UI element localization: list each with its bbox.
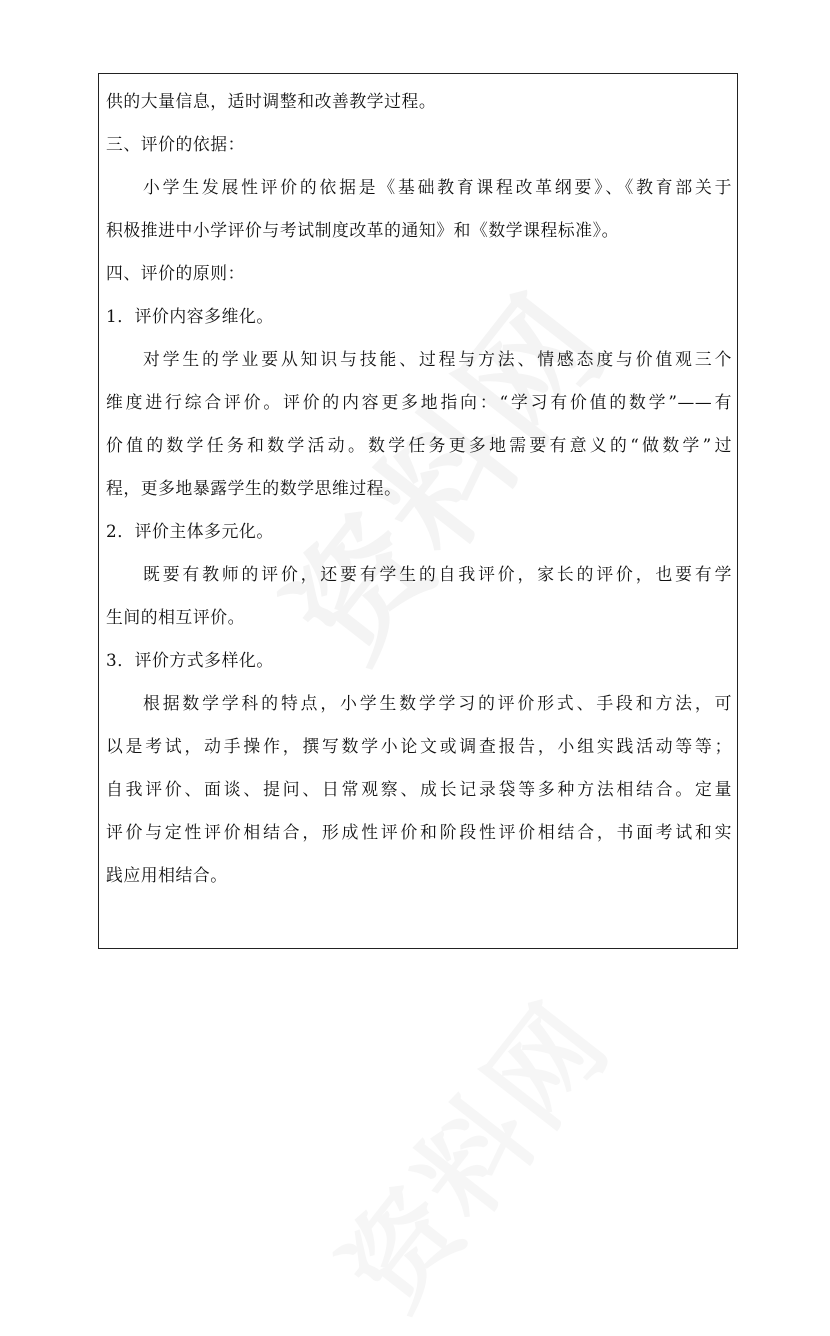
paragraph-line: 根据数学学科的特点，小学生数学学习的评价形式、手段和方法，可 [143,693,732,713]
section-heading-basis: 三、评价的依据： [106,134,246,154]
document-body [106,80,732,897]
paragraph-line: 评价与定性评价相结合，形成性评价和阶段性评价相结合，书面考试和实 [106,822,732,842]
paragraph-line: 价值的数学任务和数学活动。数学任务更多地需要有意义的“做数学”过 [106,435,732,455]
watermark-lower [301,964,640,1336]
subheading-subject: 2．评价主体多元化。 [106,521,274,541]
paragraph-line: 小学生发展性评价的依据是《基础教育课程改革纲要》、《教育部关于 [143,177,732,197]
paragraph-line: 供的大量信息，适时调整和改善教学过程。 [106,91,437,111]
paragraph-line: 生间的相互评价。 [106,607,246,627]
section-heading-principles: 四、评价的原则： [106,263,246,283]
paragraph-line: 维度进行综合评价。评价的内容更多地指向：“学习有价值的数学”——有 [106,392,732,412]
paragraph-line: 以是考试，动手操作，撰写数学小论文或调查报告，小组实践活动等等； [106,736,732,756]
paragraph-line: 程，更多地暴露学生的数学思维过程。 [106,478,402,498]
paragraph-line: 自我评价、面谈、提问、日常观察、成长记录袋等多种方法相结合。定量 [106,779,732,799]
subheading-method: 3．评价方式多样化。 [106,650,274,670]
paragraph-line: 对学生的学业要从知识与技能、过程与方法、情感态度与价值观三个 [143,349,732,369]
paragraph-line: 践应用相结合。 [106,865,228,885]
paragraph-line: 积极推进中小学评价与考试制度改革的通知》和《数学课程标准》。 [106,220,620,240]
subheading-content: 1．评价内容多维化。 [106,306,274,326]
paragraph-line: 既要有教师的评价，还要有学生的自我评价，家长的评价，也要有学 [143,564,732,584]
